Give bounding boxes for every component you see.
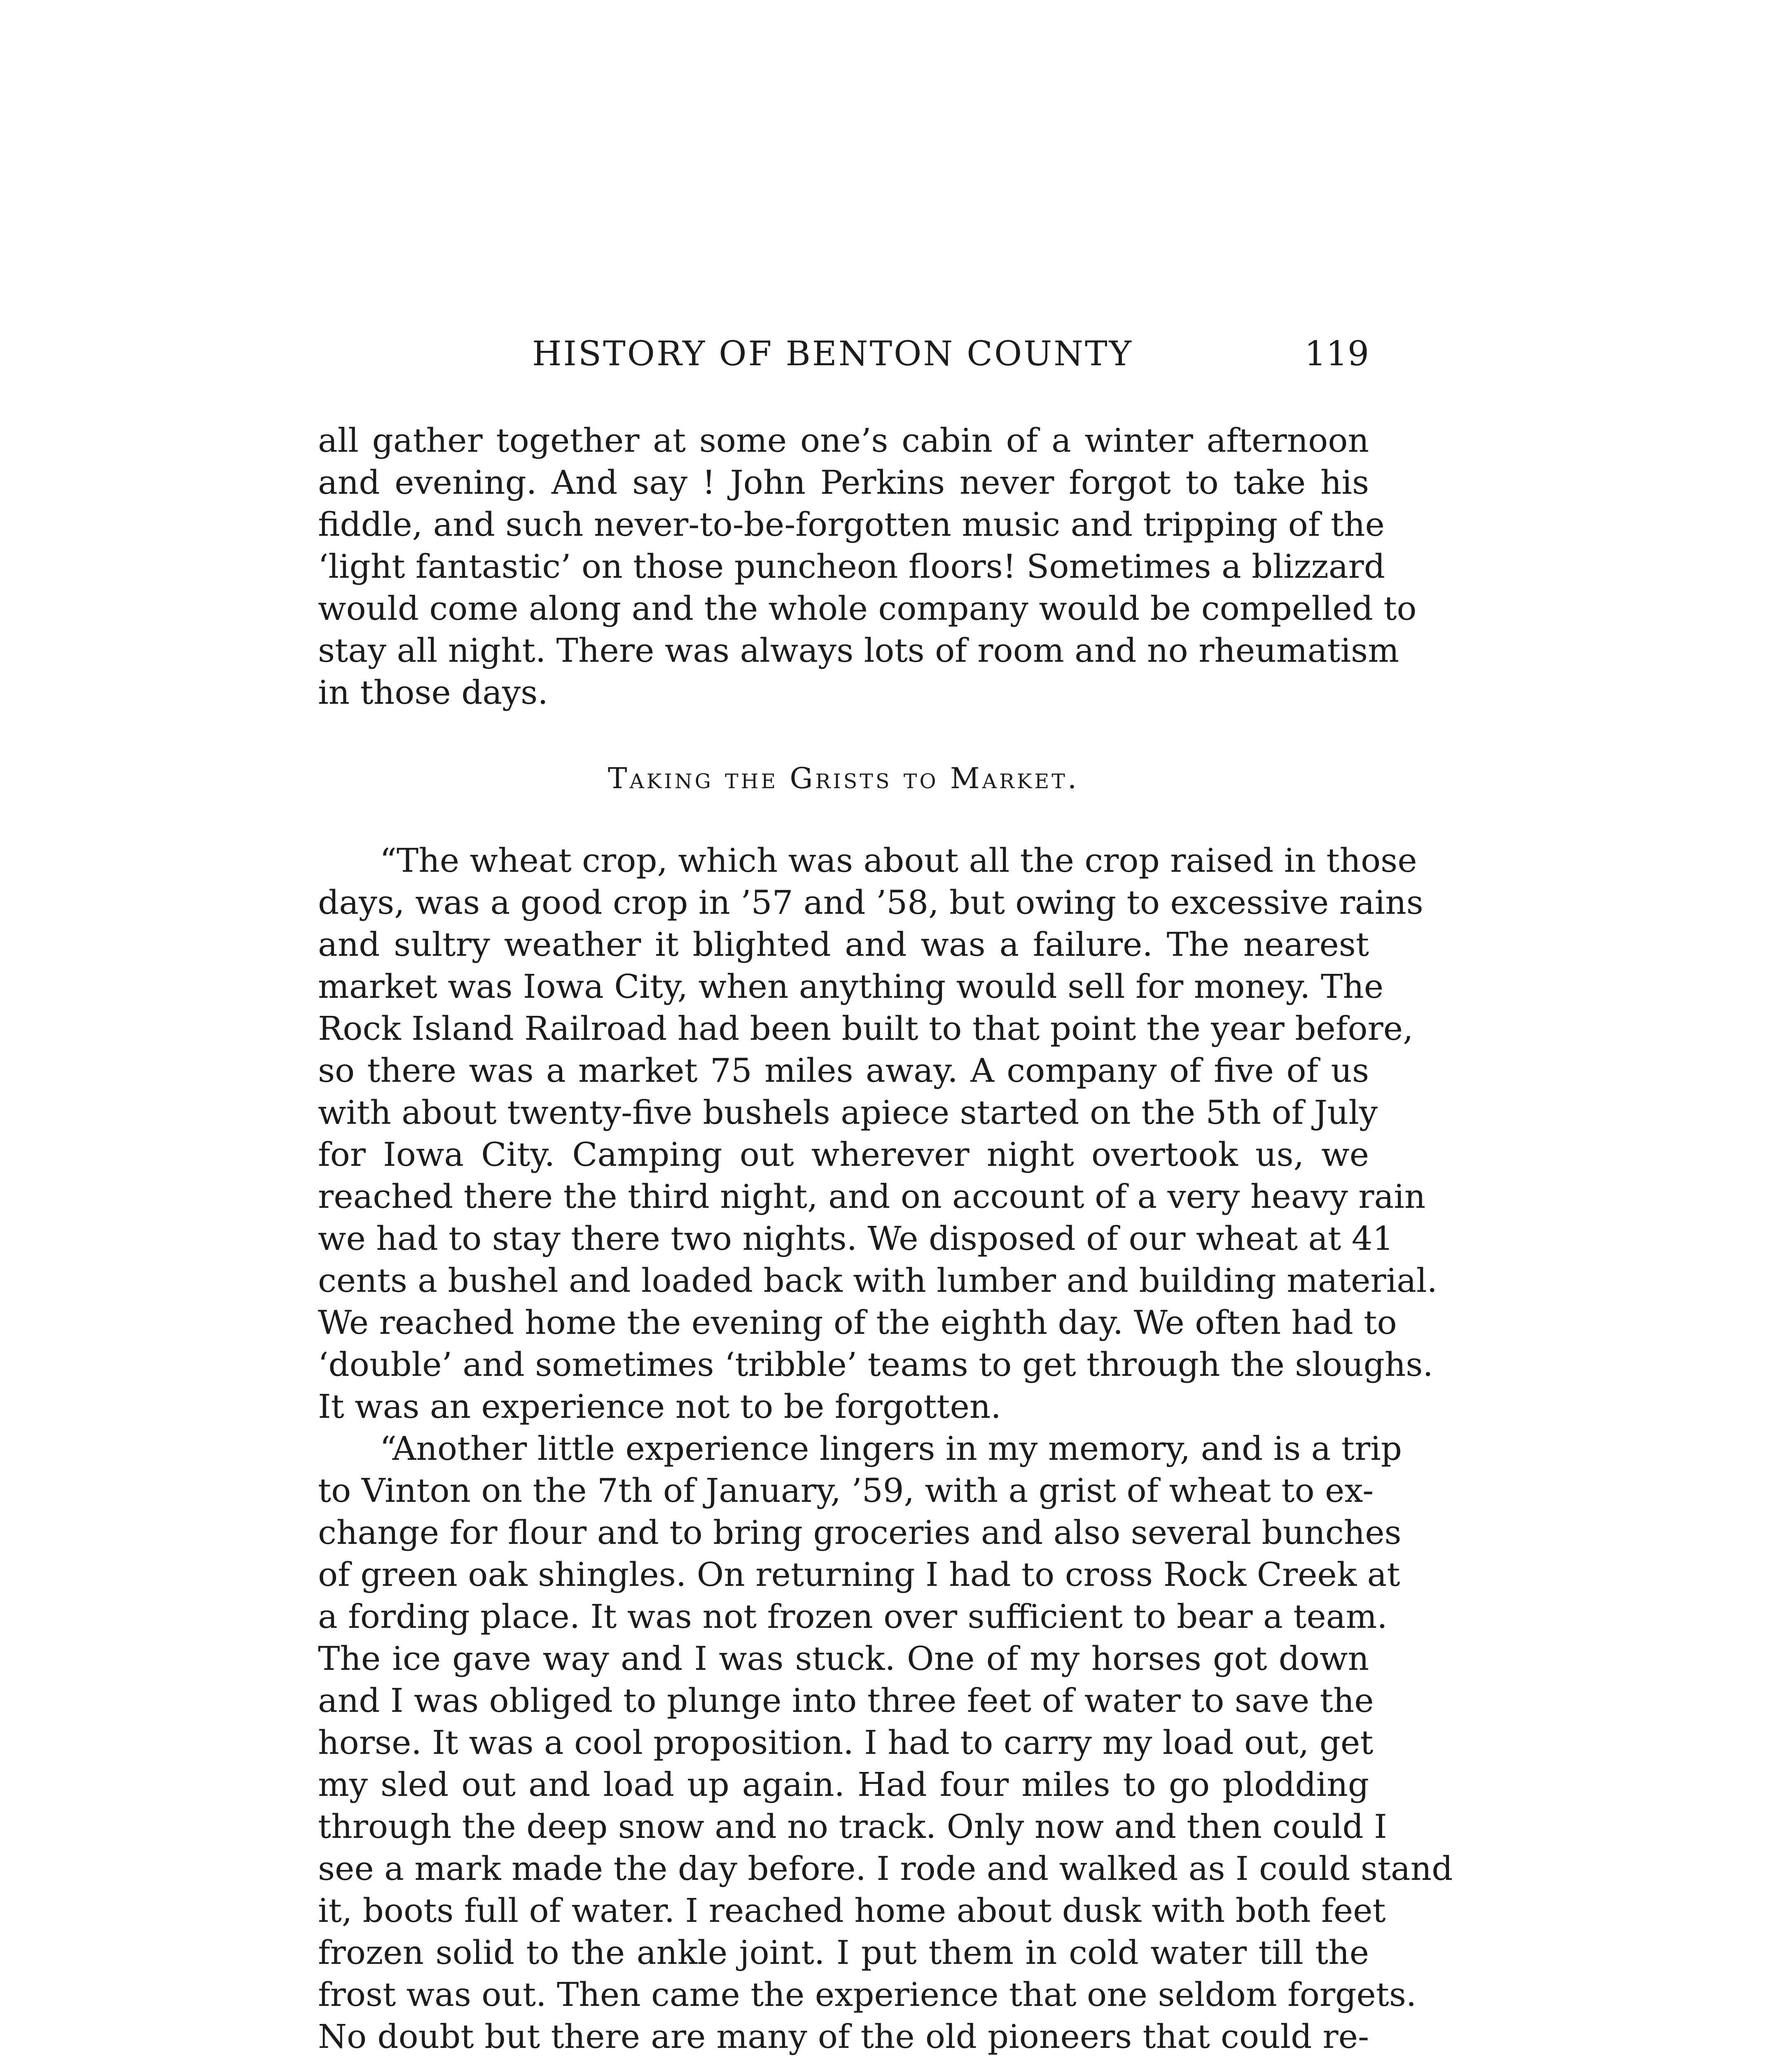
page-number: 119 (1304, 334, 1369, 374)
text-line: No doubt but there are many of the old pioneers that could re- (318, 2017, 1369, 2056)
text-line: all gather together at some one’s cabin of a winter afternoon (318, 421, 1369, 460)
text-line: for Iowa City. Camping out wherever night overtook us, we (318, 1135, 1369, 1174)
text-line: to Vinton on the 7th of January, ’59, with a grist of wheat to ex- (318, 1471, 1374, 1510)
text-line: would come along and the whole company would be compelled to (318, 589, 1417, 628)
text-line: stay all night. There was always lots of room and no rheumatism (318, 631, 1399, 670)
text-line: and sultry weather it blighted and was a failure. The nearest (318, 925, 1369, 964)
text-line: “The wheat crop, which was about all the crop raised in those (380, 841, 1417, 880)
section-heading: Taking the Grists to Market. (607, 761, 1079, 795)
text-line: ‘light fantastic’ on those puncheon floors! Sometimes a blizzard (318, 547, 1385, 586)
running-title: HISTORY OF BENTON COUNTY (532, 334, 1133, 374)
text-line: It was an experience not to be forgotten. (318, 1387, 1001, 1426)
text-line: change for flour and to bring groceries and also several bunches (318, 1513, 1402, 1552)
text-line: days, was a good crop in ’57 and ’58, but owing to excessive rains (318, 883, 1423, 922)
text-line: and evening. And say ! John Perkins never forgot to take his (318, 463, 1369, 502)
text-line: a fording place. It was not frozen over sufficient to bear a team. (318, 1597, 1388, 1636)
text-line: we had to stay there two nights. We disposed of our wheat at 41 (318, 1219, 1394, 1258)
text-line: horse. It was a cool proposition. I had to carry my load out, get (318, 1723, 1374, 1762)
text-line: We reached home the evening of the eighth day. We often had to (318, 1303, 1397, 1342)
text-line: see a mark made the day before. I rode and walked as I could stand (318, 1849, 1453, 1888)
text-line: reached there the third night, and on account of a very heavy rain (318, 1177, 1426, 1216)
text-line: it, boots full of water. I reached home about dusk with both feet (318, 1891, 1386, 1930)
text-line: ‘double’ and sometimes ‘tribble’ teams to get through the sloughs. (318, 1345, 1433, 1384)
text-line: The ice gave way and I was stuck. One of my horses got down (318, 1639, 1369, 1678)
text-line: with about twenty-five bushels apiece started on the 5th of July (318, 1093, 1378, 1132)
text-line: cents a bushel and loaded back with lumber and building material. (318, 1261, 1437, 1300)
text-line: fiddle, and such never-to-be-forgotten music and tripping of the (318, 505, 1385, 544)
text-line: in those days. (318, 673, 548, 712)
text-line: Rock Island Railroad had been built to that point the year before, (318, 1009, 1414, 1048)
running-header (318, 329, 1369, 379)
text-line: market was Iowa City, when anything would sell for money. The (318, 967, 1384, 1006)
text-line: frozen solid to the ankle joint. I put them in cold water till the (318, 1933, 1369, 1972)
text-line: of green oak shingles. On returning I had to cross Rock Creek at (318, 1555, 1400, 1594)
text-line: through the deep snow and no track. Only now and then could I (318, 1807, 1387, 1846)
text-line: “Another little experience lingers in my memory, and is a trip (380, 1429, 1402, 1468)
text-line: frost was out. Then came the experience that one seldom forgets. (318, 1975, 1417, 2014)
text-line: so there was a market 75 miles away. A company of five of us (318, 1051, 1369, 1090)
text-line: and I was obliged to plunge into three feet of water to save the (318, 1681, 1374, 1720)
text-line: my sled out and load up again. Had four miles to go plodding (318, 1765, 1369, 1804)
